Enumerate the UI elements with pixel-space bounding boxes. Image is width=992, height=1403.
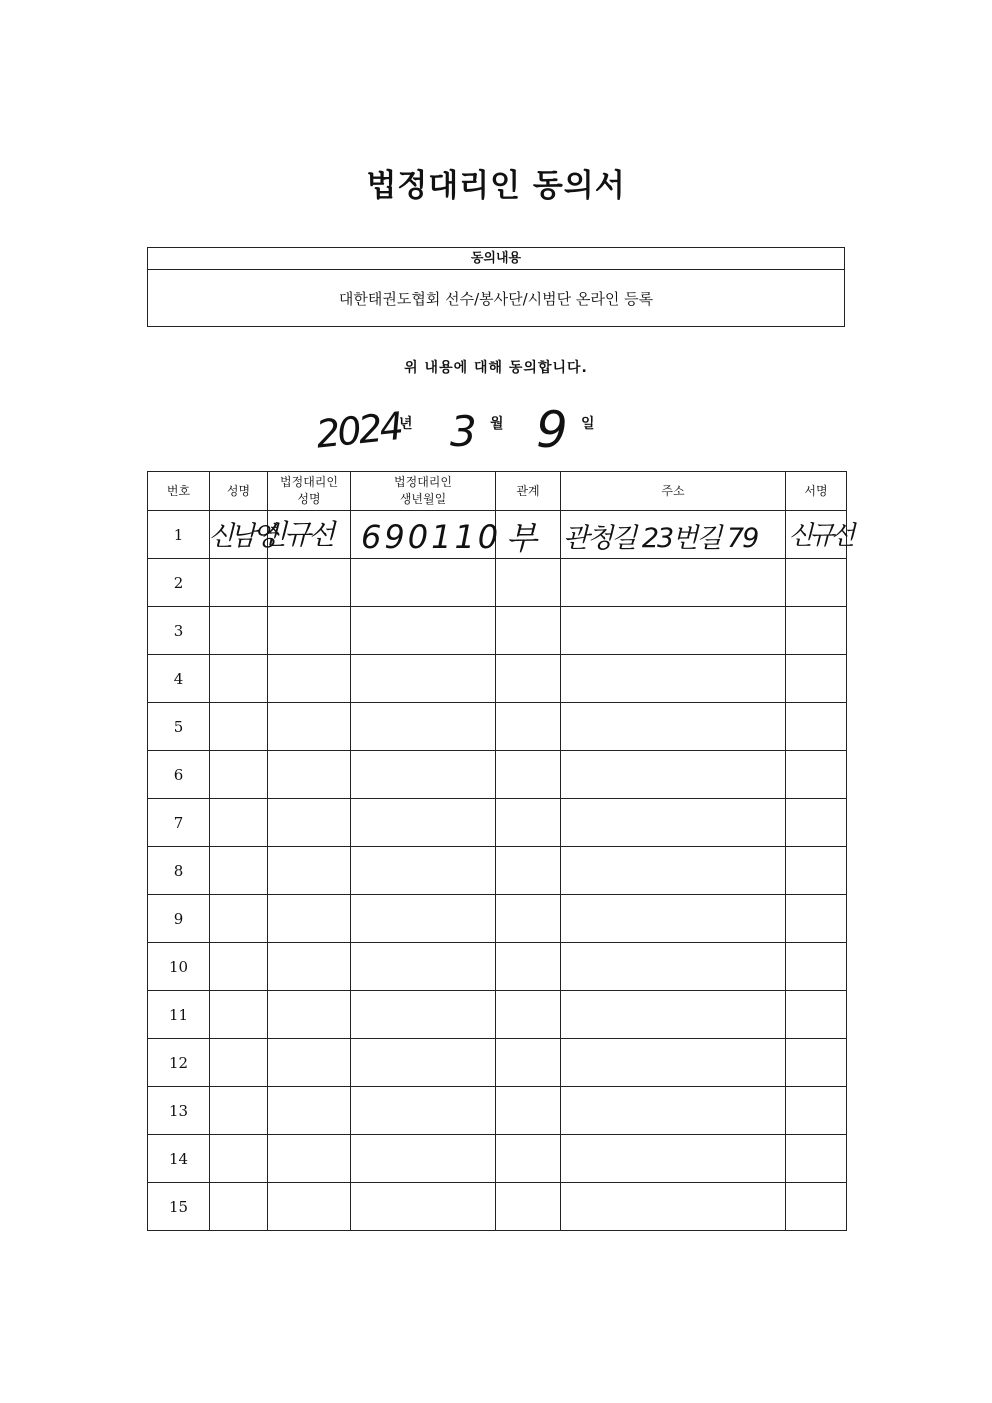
header-address: 주소 (561, 472, 786, 511)
cell-guardian-birth (351, 511, 502, 559)
header-guardian-birth-l1: 법정대리인 (394, 475, 452, 489)
cell-name (210, 1183, 268, 1231)
cell-signature (786, 559, 847, 607)
row-number: 10 (148, 943, 210, 991)
row-number: 7 (148, 799, 210, 847)
cell-address (561, 559, 786, 607)
table-row (148, 751, 847, 799)
handwritten-relation: 부 (506, 519, 537, 557)
cell-guardian-name (260, 511, 351, 559)
cell-signature (786, 1039, 847, 1087)
cell-name (210, 799, 268, 847)
cell-guardian-birth (351, 847, 496, 895)
cell-address (561, 1039, 786, 1087)
table-row (148, 559, 847, 607)
cell-guardian-birth (351, 1087, 496, 1135)
cell-address (561, 655, 786, 703)
cell-relation (496, 751, 561, 799)
cell-signature (786, 655, 847, 703)
cell-guardian-birth (351, 895, 496, 943)
cell-address (561, 1183, 786, 1231)
cell-name (210, 559, 268, 607)
header-relation: 관계 (496, 472, 561, 511)
table-row (148, 895, 847, 943)
cell-relation (496, 799, 561, 847)
cell-guardian-name (268, 703, 351, 751)
cell-signature (786, 751, 847, 799)
cell-address (561, 847, 786, 895)
cell-relation (496, 1039, 561, 1087)
consent-box (147, 247, 845, 327)
date-day: 9 (536, 401, 568, 457)
cell-name (210, 943, 268, 991)
cell-guardian-name (268, 559, 351, 607)
table-row (148, 511, 847, 559)
cell-signature (786, 895, 847, 943)
cell-signature (786, 1087, 847, 1135)
cell-address (561, 943, 786, 991)
cell-address (561, 991, 786, 1039)
cell-relation (496, 703, 561, 751)
cell-relation (496, 607, 561, 655)
cell-signature (786, 703, 847, 751)
cell-guardian-birth (351, 991, 496, 1039)
header-no: 번호 (148, 472, 210, 511)
cell-signature (786, 511, 852, 559)
header-guardian-name-l1: 법정대리인 (280, 475, 338, 489)
cell-guardian-name (268, 751, 351, 799)
agreement-statement: 위 내용에 대해 동의합니다. (404, 360, 588, 376)
cell-guardian-birth (351, 799, 496, 847)
table-row (148, 1087, 847, 1135)
row-number: 15 (148, 1183, 210, 1231)
cell-name (210, 1135, 268, 1183)
cell-signature (786, 607, 847, 655)
header-guardian-name-l2: 성명 (297, 492, 321, 506)
cell-address (561, 511, 786, 559)
row-number: 4 (148, 655, 210, 703)
cell-signature (786, 847, 847, 895)
cell-signature (786, 991, 847, 1039)
row-number: 3 (148, 607, 210, 655)
cell-relation (496, 655, 561, 703)
cell-guardian-birth (351, 703, 496, 751)
cell-address (561, 1135, 786, 1183)
date-month: 3 (450, 407, 477, 456)
table-row (148, 1039, 847, 1087)
date-day-unit: 일 (581, 416, 595, 432)
header-name: 성명 (210, 472, 268, 511)
header-guardian-birth-l2: 생년월일 (399, 492, 447, 506)
row-number: 9 (148, 895, 210, 943)
row-number: 13 (148, 1087, 210, 1135)
row-number: 5 (148, 703, 210, 751)
cell-guardian-name (268, 1087, 351, 1135)
table-header-row (148, 472, 847, 511)
date-month-unit: 월 (490, 416, 504, 432)
cell-guardian-name (268, 655, 351, 703)
cell-address (561, 703, 786, 751)
table-row (148, 655, 847, 703)
cell-address (561, 799, 786, 847)
cell-relation (496, 1087, 561, 1135)
consent-header: 동의내용 (148, 248, 844, 270)
handwritten-year (312, 400, 412, 460)
cell-address (561, 607, 786, 655)
cell-guardian-name (268, 799, 351, 847)
cell-name (210, 751, 268, 799)
page-title: 법정대리인 동의서 (366, 168, 626, 204)
cell-name (210, 703, 268, 751)
handwritten-name: 신남영 (208, 521, 275, 552)
cell-name (210, 847, 268, 895)
table-row (148, 703, 847, 751)
cell-relation (496, 943, 561, 991)
table-row (148, 1135, 847, 1183)
cell-guardian-birth (351, 1135, 496, 1183)
date-year: 2024 (314, 404, 403, 457)
cell-guardian-name (268, 1183, 351, 1231)
cell-guardian-birth (351, 559, 496, 607)
table-row (148, 847, 847, 895)
cell-guardian-birth (351, 943, 496, 991)
cell-address (561, 751, 786, 799)
cell-guardian-name (268, 847, 351, 895)
consent-content: 대한태권도협회 선수/봉사단/시범단 온라인 등록 (338, 290, 654, 308)
header-guardian-birth (351, 472, 496, 511)
table-row (148, 799, 847, 847)
cell-guardian-name (268, 991, 351, 1039)
cell-relation (496, 511, 561, 559)
table-row (148, 943, 847, 991)
cell-guardian-birth (351, 607, 496, 655)
cell-guardian-birth (351, 751, 496, 799)
date-year-unit: 년 (399, 416, 413, 432)
cell-address (561, 895, 786, 943)
handwritten-guardian-birth: 690110 (361, 518, 502, 556)
cell-name (208, 511, 275, 559)
row-number: 12 (148, 1039, 210, 1087)
handwritten-day (534, 397, 584, 457)
cell-name (210, 607, 268, 655)
handwritten-address: 관청길 23번길 79 (563, 523, 758, 554)
table-row (148, 1183, 847, 1231)
row-number: 1 (148, 511, 210, 559)
cell-name (210, 895, 268, 943)
row-number: 2 (148, 559, 210, 607)
cell-guardian-name (268, 943, 351, 991)
cell-guardian-name (268, 1039, 351, 1087)
cell-name (210, 1039, 268, 1087)
table-row (148, 607, 847, 655)
cell-guardian-name (268, 1135, 351, 1183)
cell-signature (786, 943, 847, 991)
cell-relation (496, 1135, 561, 1183)
cell-signature (786, 1183, 847, 1231)
guardian-table (147, 471, 852, 1231)
cell-name (210, 655, 268, 703)
cell-name (210, 1087, 268, 1135)
cell-relation (496, 559, 561, 607)
cell-address (561, 1087, 786, 1135)
cell-relation (496, 991, 561, 1039)
date-row (0, 395, 992, 465)
row-number: 6 (148, 751, 210, 799)
cell-signature (786, 1135, 847, 1183)
handwritten-signature: 신규선 (788, 521, 852, 551)
row-number: 11 (148, 991, 210, 1039)
cell-relation (496, 1183, 561, 1231)
header-guardian-name (268, 472, 351, 511)
cell-guardian-birth (351, 655, 496, 703)
cell-guardian-birth (351, 1039, 496, 1087)
cell-signature (786, 799, 847, 847)
cell-name (210, 991, 268, 1039)
table-row (148, 991, 847, 1039)
cell-guardian-name (268, 895, 351, 943)
row-number: 8 (148, 847, 210, 895)
cell-relation (496, 895, 561, 943)
cell-guardian-name (268, 607, 351, 655)
row-number: 14 (148, 1135, 210, 1183)
cell-guardian-birth (351, 1183, 496, 1231)
cell-relation (496, 847, 561, 895)
handwritten-guardian-name: 신규선 (260, 518, 333, 551)
header-signature: 서명 (786, 472, 847, 511)
